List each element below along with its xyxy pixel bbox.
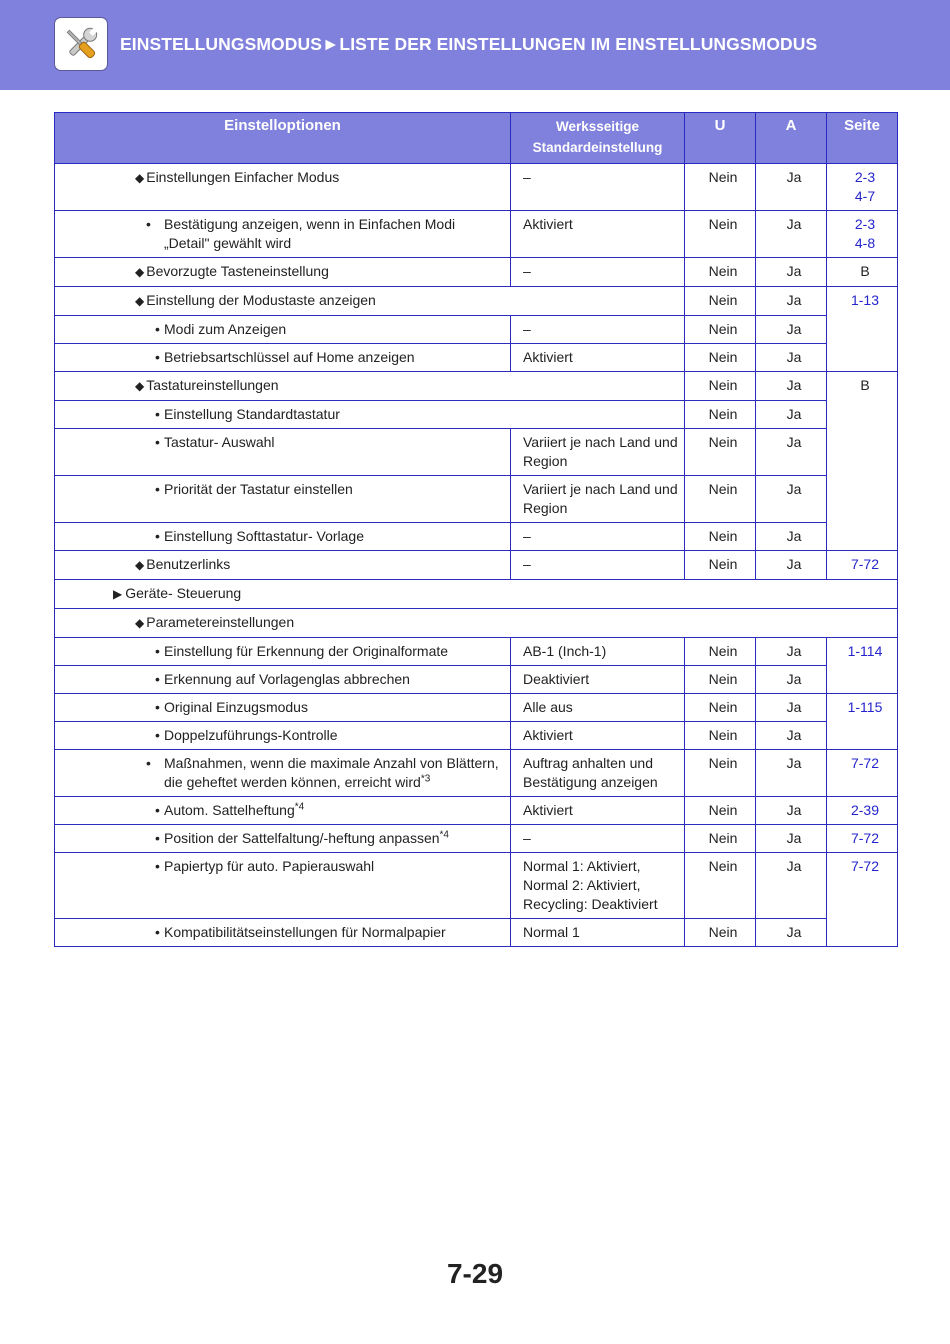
page-link[interactable]: 1-13	[827, 287, 898, 372]
a-value: Ja	[756, 523, 827, 551]
a-value: Ja	[756, 551, 827, 580]
a-value: Ja	[756, 797, 827, 825]
setting-name: • Maßnahmen, wenn die maximale Anzahl von Blättern, die geheftet werden können, erreicht wird$^{*3}$	[55, 750, 511, 797]
table-row	[55, 476, 898, 523]
col-header-factory-default: Werksseitige Standardeinstellung	[511, 113, 685, 164]
setting-name: • Kompatibilitätseinstellungen für Normalpapier	[55, 919, 511, 947]
bullet-icon: •	[146, 755, 151, 771]
u-value: Nein	[685, 551, 756, 580]
setting-name: • Tastatur- Auswahl	[55, 429, 511, 476]
table-row	[55, 287, 898, 316]
subsection-heading: ◆ Parametereinstellungen	[55, 609, 898, 638]
a-value: Ja	[756, 666, 827, 694]
table-row	[55, 919, 898, 947]
bullet-icon: •	[155, 528, 160, 544]
bullet-icon: •	[155, 349, 160, 365]
tools-icon	[54, 17, 108, 71]
page-ref: B	[827, 258, 898, 287]
setting-name: ◆ Einstellung der Modustaste anzeigen	[55, 287, 685, 316]
table-row	[55, 316, 898, 344]
setting-name: • Modi zum Anzeigen	[55, 316, 511, 344]
diamond-icon: ◆	[135, 616, 145, 630]
table-row	[55, 797, 898, 825]
u-value: Nein	[685, 722, 756, 750]
factory-default: Variiert je nach Land und Region	[511, 429, 685, 476]
page-number: 7-29	[446, 1258, 504, 1289]
u-value: Nein	[685, 750, 756, 797]
u-value: Nein	[685, 344, 756, 372]
setting-name: • Betriebsartschlüssel auf Home anzeigen	[55, 344, 511, 372]
setting-name: • Priorität der Tastatur einstellen	[55, 476, 511, 523]
a-value: Ja	[756, 211, 827, 258]
bullet-icon: •	[155, 643, 160, 659]
setting-name: • Einstellung Standardtastatur	[55, 401, 685, 429]
u-value: Nein	[685, 825, 756, 853]
setting-name: • Position der Sattelfaltung/-heftung anpassen$^{*4}$	[55, 825, 511, 853]
u-value: Nein	[685, 164, 756, 211]
table-row	[55, 401, 898, 429]
table-row	[55, 825, 898, 853]
factory-default: Normal 1: Aktiviert, Normal 2: Aktiviert, Recycling: Deaktiviert	[511, 853, 685, 919]
diamond-icon: ◆	[135, 294, 145, 308]
factory-default: Variiert je nach Land und Region	[511, 476, 685, 523]
u-value: Nein	[685, 316, 756, 344]
setting-name: • Bestätigung anzeigen, wenn in Einfachen Modi „Detail" gewählt wird	[55, 211, 511, 258]
page-link[interactable]: 2-3	[854, 169, 876, 185]
footnote-marker: *3	[420, 773, 431, 785]
a-value: Ja	[756, 919, 827, 947]
u-value: Nein	[685, 853, 756, 919]
setting-name: • Einstellung Softtastatur- Vorlage	[55, 523, 511, 551]
bullet-icon: •	[155, 924, 160, 940]
setting-name: ◆ Einstellungen Einfacher Modus	[55, 164, 511, 211]
factory-default: Deaktiviert	[511, 666, 685, 694]
setting-name: ◆ Tastatureinstellungen	[55, 372, 685, 401]
a-value: Ja	[756, 258, 827, 287]
table-row	[55, 211, 898, 258]
factory-default: Alle aus	[511, 694, 685, 722]
col-header-options: Einstelloptionen	[55, 113, 511, 164]
page-ref[interactable]	[827, 211, 898, 258]
table-header-row	[55, 113, 898, 164]
u-value: Nein	[685, 401, 756, 429]
factory-default: Auftrag anhalten und Bestätigung anzeigen	[511, 750, 685, 797]
bullet-icon: •	[146, 216, 151, 232]
table-row	[55, 258, 898, 287]
bullet-icon: •	[155, 830, 160, 846]
factory-default: Aktiviert	[511, 211, 685, 258]
a-value: Ja	[756, 825, 827, 853]
u-value: Nein	[685, 429, 756, 476]
table-row	[55, 750, 898, 797]
u-value: Nein	[685, 523, 756, 551]
settings-table	[54, 112, 898, 947]
setting-name: ◆ Benutzerlinks	[55, 551, 511, 580]
a-value: Ja	[756, 344, 827, 372]
diamond-icon: ◆	[135, 379, 145, 393]
factory-default: –	[511, 164, 685, 211]
page-link[interactable]: 2-39	[827, 797, 898, 825]
page-link[interactable]: 1-114	[827, 638, 898, 694]
bullet-icon: •	[155, 699, 160, 715]
table-row	[55, 551, 898, 580]
table-row	[55, 344, 898, 372]
factory-default: Aktiviert	[511, 344, 685, 372]
page-header	[0, 0, 950, 90]
u-value: Nein	[685, 797, 756, 825]
table-row	[55, 853, 898, 919]
a-value: Ja	[756, 750, 827, 797]
triangle-right-icon: ▶	[113, 587, 123, 601]
factory-default: –	[511, 523, 685, 551]
factory-default: Aktiviert	[511, 797, 685, 825]
setting-name: • Papiertyp für auto. Papierauswahl	[55, 853, 511, 919]
a-value: Ja	[756, 287, 827, 316]
a-value: Ja	[756, 476, 827, 523]
page-link[interactable]: 7-72	[827, 551, 898, 580]
a-value: Ja	[756, 429, 827, 476]
u-value: Nein	[685, 211, 756, 258]
bullet-icon: •	[155, 434, 160, 450]
a-value: Ja	[756, 164, 827, 211]
table-row	[55, 694, 898, 722]
table-row	[55, 580, 898, 609]
setting-name: • Doppelzuführungs-Kontrolle	[55, 722, 511, 750]
bullet-icon: •	[155, 858, 160, 874]
u-value: Nein	[685, 258, 756, 287]
setting-name: • Original Einzugsmodus	[55, 694, 511, 722]
a-value: Ja	[756, 722, 827, 750]
u-value: Nein	[685, 694, 756, 722]
u-value: Nein	[685, 666, 756, 694]
page-ref: B	[827, 372, 898, 551]
setting-name: • Einstellung für Erkennung der Originalformate	[55, 638, 511, 666]
u-value: Nein	[685, 919, 756, 947]
bullet-icon: •	[155, 321, 160, 337]
col-header-page: Seite	[827, 113, 898, 164]
bullet-icon: •	[155, 727, 160, 743]
a-value: Ja	[756, 316, 827, 344]
header-title: EINSTELLUNGSMODUS►LISTE DER EINSTELLUNGEN IM EINSTELLUNGSMODUS	[120, 34, 818, 54]
page-link[interactable]: 1-115	[827, 694, 898, 750]
u-value: Nein	[685, 372, 756, 401]
col-header-u: U	[685, 113, 756, 164]
table-row	[55, 164, 898, 211]
table-row	[55, 666, 898, 694]
page-link[interactable]: 7-72	[827, 853, 898, 947]
a-value: Ja	[756, 372, 827, 401]
setting-name: • Erkennung auf Vorlagenglas abbrechen	[55, 666, 511, 694]
factory-default: –	[511, 258, 685, 287]
diamond-icon: ◆	[135, 558, 145, 572]
page-link[interactable]: 4-8	[854, 235, 876, 251]
a-value: Ja	[756, 694, 827, 722]
table-row	[55, 523, 898, 551]
factory-default: AB-1 (Inch-1)	[511, 638, 685, 666]
u-value: Nein	[685, 638, 756, 666]
factory-default: –	[511, 551, 685, 580]
bullet-icon: •	[155, 406, 160, 422]
factory-default: –	[511, 316, 685, 344]
a-value: Ja	[756, 638, 827, 666]
col-header-a: A	[756, 113, 827, 164]
bullet-icon: •	[155, 671, 160, 687]
footnote-marker: *4	[294, 801, 305, 813]
page-link[interactable]: 2-3	[854, 216, 876, 232]
table-row	[55, 429, 898, 476]
table-row	[55, 372, 898, 401]
factory-default: –	[511, 825, 685, 853]
a-value: Ja	[756, 853, 827, 919]
setting-name: ◆ Bevorzugte Tasteneinstellung	[55, 258, 511, 287]
factory-default: Normal 1	[511, 919, 685, 947]
table-row	[55, 609, 898, 638]
page-link[interactable]: 7-72	[827, 750, 898, 797]
bullet-icon: •	[155, 802, 160, 818]
footnote-marker: *4	[439, 829, 449, 841]
factory-default: Aktiviert	[511, 722, 685, 750]
a-value: Ja	[756, 401, 827, 429]
setting-name: • Autom. Sattelheftung$^{*4}$	[55, 797, 511, 825]
diamond-icon: ◆	[135, 171, 145, 185]
table-row	[55, 638, 898, 666]
page-link[interactable]: 4-7	[854, 188, 876, 204]
u-value: Nein	[685, 287, 756, 316]
bullet-icon: •	[155, 481, 160, 497]
u-value: Nein	[685, 476, 756, 523]
page-ref[interactable]	[827, 164, 898, 211]
diamond-icon: ◆	[135, 265, 145, 279]
section-heading: ▶ Geräte- Steuerung	[55, 580, 898, 609]
page-link[interactable]: 7-72	[827, 825, 898, 853]
table-row	[55, 722, 898, 750]
